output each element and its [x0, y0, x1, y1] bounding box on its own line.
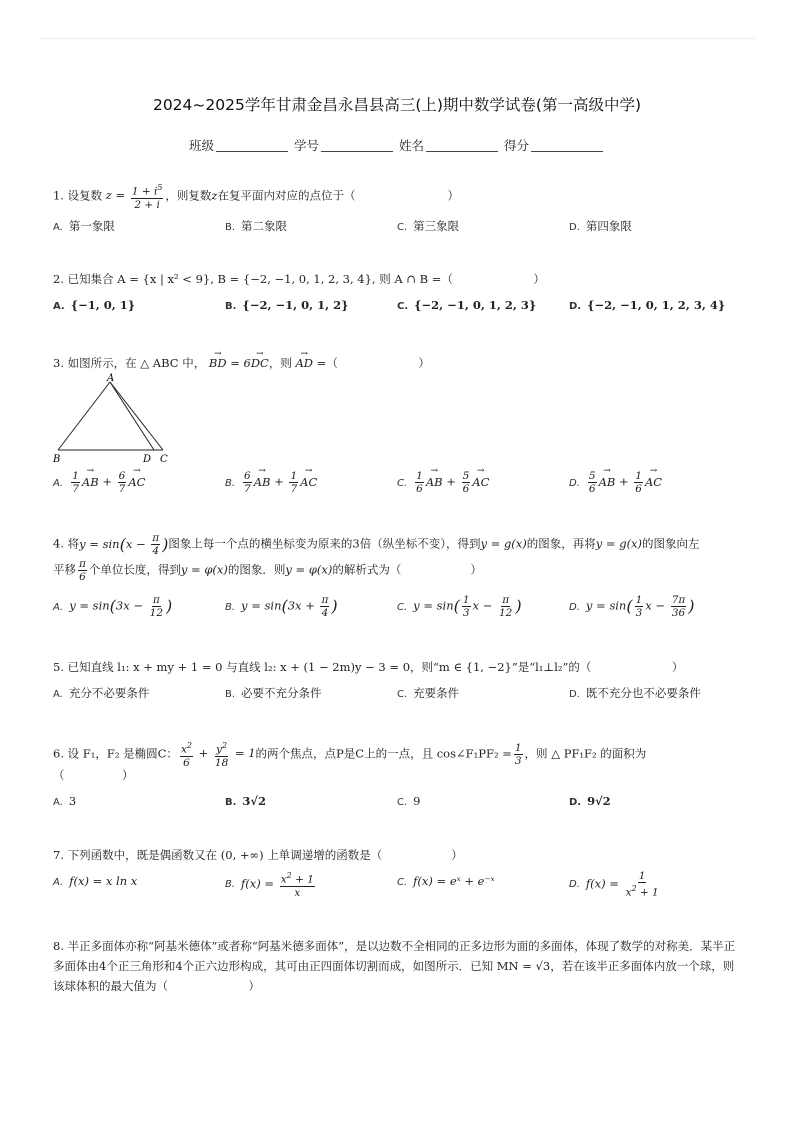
header-rule: [38, 38, 756, 39]
question-4-line-2: 平移 $\frac{\pi}{6}$ 个单位长度，得到y = φ(x)的图象．则y = φ(x)的解析式为（ ）: [53, 558, 482, 583]
q1-option-b[interactable]: B. 第二象限: [225, 219, 288, 233]
exam-title: 2024~2025学年甘肃金昌永昌县高三(上)期中数学试卷(第一高级中学): [152, 96, 642, 114]
class-blank[interactable]: [216, 139, 288, 152]
q6-ellipse-formula: $\frac{x^2}{6}$ + $\frac{y^2}{18}$ = 1: [180, 741, 256, 769]
q1-option-c[interactable]: C. 第三象限: [397, 219, 460, 233]
q4-text-2d: 的解析式为（ ）: [332, 562, 482, 577]
q4-text-1c: 的图象，再将: [526, 536, 596, 551]
q6-option-b[interactable]: B. 3√2: [225, 794, 266, 808]
q3-option-b[interactable]: B. $\frac{6}{7}$ → AB + $\frac{1}{7}$ → AC: [225, 470, 317, 495]
question-6-stem: 6. 设 F₁，F₂ 是椭圆C： $\frac{x^2}{6}$ + $\frac{y^2}{18}$ = 1的两个焦点，点P是C上的一点，且 cos∠F₁PF₂ = $\frac{1}{3}$ ，则 △ PF₁F₂ 的面积为: [53, 741, 647, 769]
question-2-stem: [53, 268, 545, 290]
student-info-row: [0, 136, 794, 154]
q5-option-d[interactable]: D. 既不充分也不必要条件: [569, 686, 701, 700]
q4-formula-1: y = sin(x − $\frac{\pi}{4}$ ): [79, 532, 169, 557]
q3-label-b: B: [53, 454, 61, 465]
q8-text: 半正多面体亦称“阿基米德体”或者称“阿基米德多面体”，是以边数不全相同的正多边形为面的多面体，体现了数学的对称美．某半正多面体由4个正三角形和4个正六边形构成，其可由正四面体切割而成，如图所示．已知 MN = √3，若在该半正多面体内放一个球，则该球体积的最大值为（ ）: [53, 939, 736, 993]
q1-text-post: 在复平面内对应的点位于（ ）: [217, 188, 459, 203]
question-5-stem: [53, 656, 683, 678]
q8-number: 8.: [53, 939, 64, 953]
q7-text: 下列函数中，既是偶函数又在 (0, +∞) 上单调递增的函数是（ ）: [67, 848, 463, 862]
class-label: 班级: [188, 138, 214, 153]
q5-option-c[interactable]: C. 充要条件: [397, 686, 460, 700]
q6-text-mid: 的两个焦点，点P是C上的一点，且 cos∠F₁PF₂ =: [255, 746, 512, 761]
id-blank[interactable]: [321, 139, 393, 152]
q6-option-d[interactable]: D. 9√2: [569, 794, 611, 808]
q6-text-pre: 设 F₁，F₂ 是椭圆C：: [67, 746, 178, 761]
q2-option-c[interactable]: C. {−2, −1, 0, 1, 2, 3}: [397, 298, 537, 312]
name-blank[interactable]: [426, 139, 498, 152]
q6-option-c[interactable]: C. 9: [397, 794, 421, 808]
question-3-stem: 3. 如图所示，在 △ ABC 中， → BD = 6→ DC，则 → AD =（ ）: [53, 352, 430, 374]
name-label: 姓名: [398, 138, 424, 153]
q3-option-d[interactable]: D. $\frac{5}{6}$ → AB + $\frac{1}{6}$ → AC: [569, 470, 662, 495]
q1-formula: z = $\frac{1 + i^5}{2 + i}$: [105, 183, 163, 211]
q6-number: 6.: [53, 746, 64, 761]
q5-number: 5.: [53, 660, 64, 674]
q4-number: 4.: [53, 536, 64, 551]
question-6-line-2: （ ）: [53, 768, 134, 782]
q5-text: 已知直线 l₁: x + my + 1 = 0 与直线 l₂: x + (1 − 2m)y − 3 = 0，则“m ∈ {1, −2}”是“l₁⊥l₂”的（ ）: [67, 660, 684, 674]
q4-text-2b: 个单位长度，得到: [88, 562, 181, 577]
q1-number: 1.: [53, 188, 64, 203]
q7-option-a[interactable]: A. f(x) = x ln x: [53, 874, 138, 888]
q6-option-a[interactable]: A. 3: [53, 794, 77, 808]
q3-option-a[interactable]: A. $\frac{1}{7}$ → AB + $\frac{6}{7}$ → AC: [53, 470, 145, 495]
q3-option-c[interactable]: C. $\frac{1}{6}$ → AB + $\frac{5}{6}$ → AC: [397, 470, 489, 495]
q2-option-b[interactable]: B. {−2, −1, 0, 1, 2}: [225, 298, 349, 312]
q2-number: 2.: [53, 272, 64, 286]
score-label: 得分: [503, 138, 529, 153]
q1-option-d[interactable]: D. 第四象限: [569, 219, 632, 233]
question-7-stem: [53, 844, 463, 866]
q3-number: 3.: [53, 356, 64, 370]
q4-text-1a: 将: [67, 536, 80, 551]
q2-option-d[interactable]: D. {−2, −1, 0, 1, 2, 3, 4}: [569, 298, 726, 312]
question-4-line-1: 4. 将y = sin(x − $\frac{\pi}{4}$ )图象上每一个点的横坐标变为原来的3倍（纵坐标不变），得到y = g(x)的图象，再将y = g(x)的图象向左: [53, 532, 700, 557]
q1-text-pre: 设复数: [67, 188, 103, 203]
q4-text-1d: 的图象向左: [642, 536, 700, 551]
q4-option-d[interactable]: D. y = sin( $\frac{1}{3}$ x − $\frac{7\pi}{36}$ ): [569, 594, 695, 619]
q3-text-pre: 如图所示，在 △ ABC 中，: [67, 356, 206, 370]
q7-option-d[interactable]: D. f(x) = $\frac{1}{x^2 + 1}$: [569, 870, 659, 899]
question-8-stem: [53, 936, 743, 996]
q3-text-post: （ ）: [326, 356, 430, 370]
question-1-stem: 1. 设复数 z = $\frac{1 + i^5}{2 + i}$ ，则复数z在复平面内对应的点位于（ ）: [53, 183, 459, 211]
q3-label-d: D: [143, 454, 152, 465]
q4-option-b[interactable]: B. y = sin(3x + $\frac{\pi}{4}$ ): [225, 594, 338, 619]
q7-option-c[interactable]: C. f(x) = eˣ + e⁻ˣ: [397, 874, 495, 888]
id-label: 学号: [293, 138, 319, 153]
q4-text-1b: 图象上每一个点的横坐标变为原来的3倍（纵坐标不变），得到: [168, 536, 481, 551]
q7-option-b[interactable]: B. f(x) = $\frac{x^2 + 1}{x}$: [225, 871, 314, 899]
q4-text-2c: 的图象．则: [227, 562, 286, 577]
q5-option-a[interactable]: A. 充分不必要条件: [53, 686, 150, 700]
q4-option-a[interactable]: A. y = sin(3x − $\frac{\pi}{12}$ ): [53, 594, 173, 619]
score-blank[interactable]: [531, 139, 603, 152]
q7-number: 7.: [53, 848, 64, 862]
q6-text-post: ，则 △ PF₁F₂ 的面积为: [524, 746, 647, 761]
q4-option-c[interactable]: C. y = sin( $\frac{1}{3}$ x − $\frac{\pi}{12}$ ): [397, 594, 522, 619]
q3-label-a: A: [107, 373, 115, 384]
q1-option-a[interactable]: A. 第一象限: [53, 219, 115, 233]
q2-option-a[interactable]: A. {−1, 0, 1}: [53, 298, 136, 312]
q3-label-c: C: [160, 454, 168, 465]
q1-text-mid: ，则复数: [165, 188, 212, 203]
q3-triangle-figure: [50, 372, 175, 467]
q4-text-2a: 平移: [53, 562, 76, 577]
q2-text: 已知集合 A = {x | x² < 9}, B = {−2, −1, 0, 1, 2, 3, 4}, 则 A ∩ B =（ ）: [67, 272, 545, 286]
q3-vector-relation: → BD = 6→ DC: [209, 356, 269, 370]
q5-option-b[interactable]: B. 必要不充分条件: [225, 686, 322, 700]
